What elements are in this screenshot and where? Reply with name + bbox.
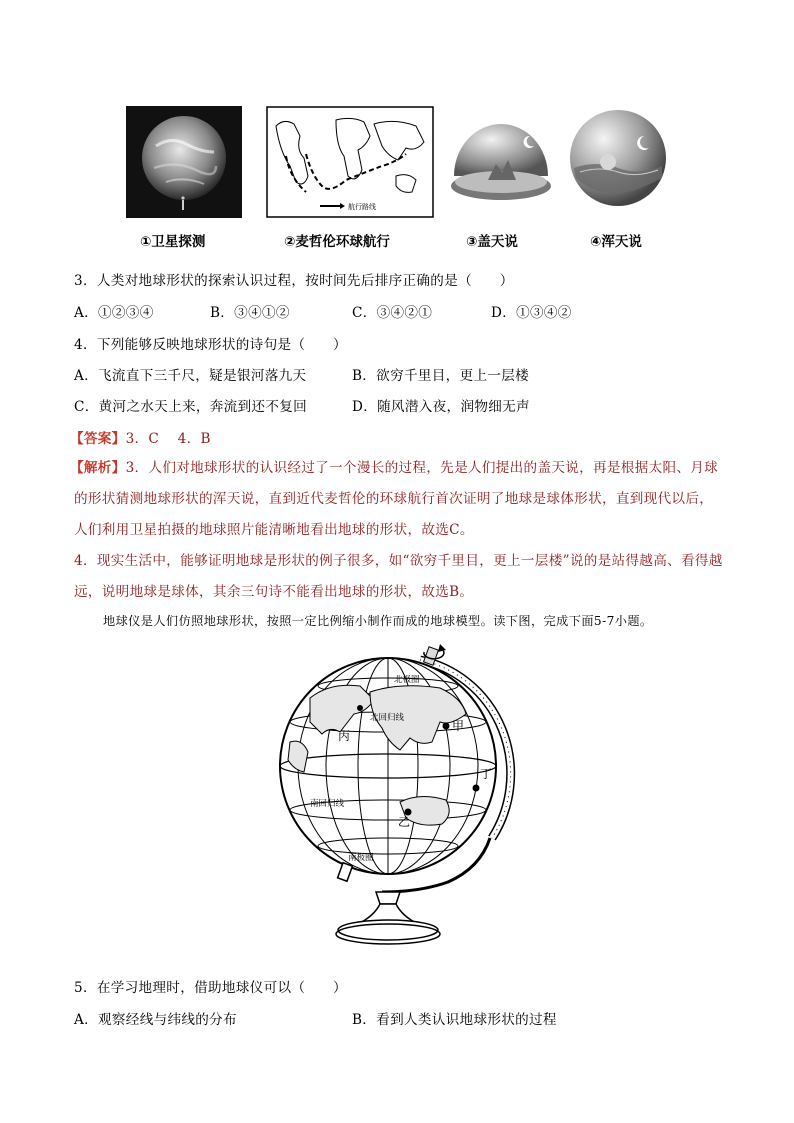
q3-option-c: C．③④②① xyxy=(352,305,433,321)
question-5-stem: 5．在学习地理时，借助地球仪可以（ ） xyxy=(74,980,347,996)
globe-intro: 地球仪是人们仿照地球形状，按照一定比例缩小制作而成的地球模型。读下图，完成下面5-7小题。 xyxy=(103,614,653,628)
answer-line xyxy=(70,427,211,447)
label-arctic-circle: 北极圈 xyxy=(394,675,420,685)
figure-magellan xyxy=(266,106,434,250)
figure-satellite xyxy=(126,106,242,250)
label-bing: 丙 xyxy=(338,729,351,743)
figure-caption: ④浑天说 xyxy=(590,234,642,250)
q3-option-d: D．①③④② xyxy=(491,305,572,321)
earth-photo-icon xyxy=(126,106,242,218)
world-map-route-icon xyxy=(266,106,434,218)
q3-option-b: B．③④①② xyxy=(210,305,290,321)
q5-option-a: A．观察经线与纬线的分布 xyxy=(74,1012,237,1028)
label-ding: 丁 xyxy=(480,767,493,781)
analysis-tag: 【解析】 xyxy=(70,460,126,476)
figure-caption: ①卫星探测 xyxy=(140,234,206,250)
q4-option-b: B．欲穷千里目，更上一层楼 xyxy=(352,368,530,384)
question-4-stem: 4．下列能够反映地球形状的诗句是（ ） xyxy=(74,337,347,353)
figure-row xyxy=(126,106,686,256)
q5-option-b: B．看到人类认识地球形状的过程 xyxy=(352,1012,557,1028)
dome-sky-icon xyxy=(448,106,554,218)
figure-caption: ②麦哲伦环球航行 xyxy=(284,234,390,250)
analysis-line-5: 远，说明地球是球体，其余三句诗不能看出地球的形状，故选B。 xyxy=(74,584,474,600)
analysis-line-3: 人们利用卫星拍摄的地球照片能清晰地看出地球的形状，故选C。 xyxy=(74,522,474,538)
label-yi: 乙 xyxy=(398,815,411,829)
q4-option-d: D．随风潜入夜，润物细无声 xyxy=(352,399,530,415)
figure-huntian xyxy=(566,106,670,250)
analysis-line-2: 的形状猜测地球形状的浑天说，直到近代麦哲伦的环球航行首次证明了地球是球体形状，直到现代以后， xyxy=(74,491,714,507)
label-tropic-north: 北回归线 xyxy=(370,713,405,723)
analysis-line-1 xyxy=(70,456,718,476)
question-3-stem: 3．人类对地球形状的探索认识过程，按时间先后排序正确的是（ ） xyxy=(74,273,514,289)
q4-option-c: C．黄河之水天上来，奔流到还不复回 xyxy=(74,399,307,415)
q4-option-a: A．飞流直下三千尺，疑是银河落九天 xyxy=(74,368,307,384)
answer-text: 3．C 4．B xyxy=(125,431,211,447)
globe-figure xyxy=(270,642,520,952)
figure-caption: ③盖天说 xyxy=(466,234,518,250)
egg-sky-icon xyxy=(566,106,670,218)
map-legend: 航行路线 xyxy=(348,203,376,211)
answer-tag: 【答案】 xyxy=(70,431,126,447)
analysis-text: 3．人们对地球形状的认识经过了一个漫长的过程，先是人们提出的盖天说，再是根据太阳、月球 xyxy=(125,460,719,476)
label-tropic-south: 南回归线 xyxy=(310,799,345,809)
label-antarctic-circle: 南极圈 xyxy=(348,853,374,863)
q3-option-a: A．①②③④ xyxy=(74,305,154,321)
label-jia: 甲 xyxy=(452,719,465,733)
figure-gaitian xyxy=(448,106,554,250)
analysis-line-4: 4．现实生活中，能够证明地球是形状的例子很多，如“欲穷千里目，更上一层楼”说的是站得越高、看得越 xyxy=(74,553,723,569)
